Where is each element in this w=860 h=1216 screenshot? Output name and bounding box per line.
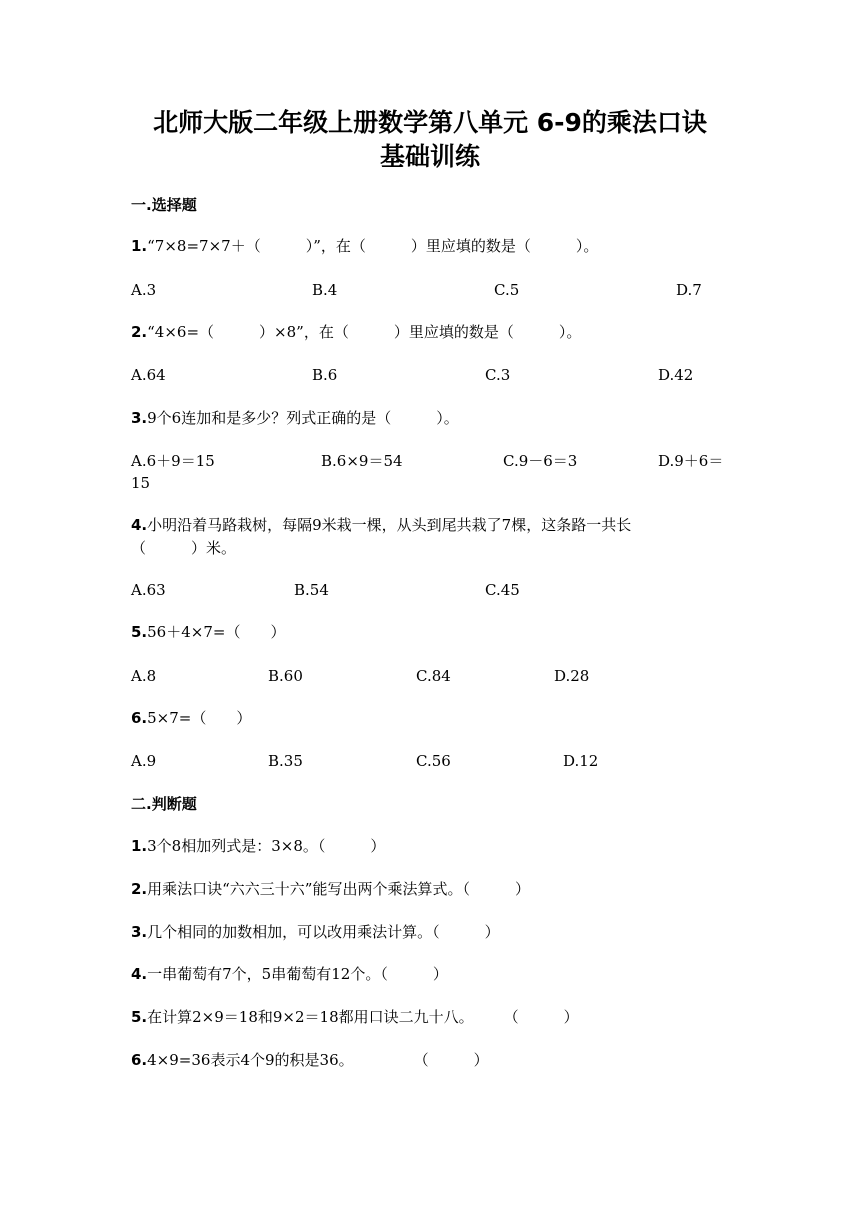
question-text: 在计算2×9＝18和9×2＝18都用口诀二九十八。 （ ）	[147, 1008, 579, 1026]
option-c: C.3	[485, 366, 511, 384]
worksheet-title-line2: 基础训练	[379, 142, 480, 171]
question-number: 2.	[131, 323, 148, 341]
option-d: D.12	[563, 752, 599, 770]
question-number: 1.	[131, 237, 148, 255]
question-number: 1.	[131, 837, 148, 855]
question-text: 5×7=（ ）	[147, 709, 252, 727]
question-text: 56＋4×7=（ ）	[147, 623, 286, 641]
judge-question-3	[131, 921, 500, 943]
section-heading-judge: 二.判断题	[131, 795, 197, 813]
option-d: D.28	[554, 667, 590, 685]
judge-question-5	[131, 1006, 579, 1028]
question-number: 3.	[131, 409, 148, 427]
question-number: 6.	[131, 1051, 148, 1069]
option-c: C.45	[485, 581, 520, 599]
option-a: A.3	[131, 281, 157, 299]
question-text: 用乘法口诀“六六三十六”能写出两个乘法算式。（ ）	[147, 880, 530, 898]
judge-question-4	[131, 963, 448, 985]
option-b: B.35	[268, 752, 303, 770]
judge-question-2	[131, 878, 530, 900]
question-text: 一串葡萄有7个，5串葡萄有12个。（ ）	[147, 965, 448, 983]
option-b: B.6×9＝54	[321, 452, 403, 470]
option-a: A.6＋9＝15	[131, 452, 215, 470]
option-b: B.54	[294, 581, 329, 599]
question-text: 几个相同的加数相加，可以改用乘法计算。（ ）	[147, 923, 500, 941]
option-c: C.5	[494, 281, 520, 299]
question-number: 4.	[131, 965, 148, 983]
question-number: 6.	[131, 709, 148, 727]
question-3	[131, 407, 459, 429]
question-6	[131, 707, 251, 729]
option-a: A.8	[131, 667, 157, 685]
option-b: B.4	[312, 281, 338, 299]
option-c: C.9－6＝3	[503, 452, 578, 470]
option-a: A.63	[131, 581, 166, 599]
question-text: 9个6连加和是多少？列式正确的是（ ）。	[147, 409, 459, 427]
question-text: 3个8相加列式是：3×8。（ ）	[147, 837, 386, 855]
question-number: 5.	[131, 623, 148, 641]
question-text: “4×6=（ ）×8”，在（ ）里应填的数是（ ）。	[147, 323, 582, 341]
option-a: A.64	[131, 366, 166, 384]
question-text: 小明沿着马路栽树，每隔9米栽一棵，从头到尾共栽了7棵，这条路一共长	[147, 516, 632, 534]
section-heading-choice: 一.选择题	[131, 196, 197, 214]
question-5	[131, 621, 285, 643]
question-1	[131, 235, 598, 257]
option-b: B.60	[268, 667, 303, 685]
option-c: C.84	[416, 667, 451, 685]
worksheet-title-line1: 北师大版二年级上册数学第八单元 6-9的乘法口诀	[153, 108, 707, 137]
option-b: B.6	[312, 366, 338, 384]
option-d: D.42	[658, 366, 694, 384]
question-number: 5.	[131, 1008, 148, 1026]
option-a: A.9	[131, 752, 157, 770]
judge-question-1	[131, 835, 385, 857]
question-text: “7×8=7×7＋（ ）”，在（ ）里应填的数是（ ）。	[147, 237, 599, 255]
question-2	[131, 321, 581, 343]
judge-question-6	[131, 1049, 489, 1071]
option-d: D.7	[676, 281, 702, 299]
question-text: 4×9=36表示4个9的积是36。 （ ）	[147, 1051, 489, 1069]
question-number: 3.	[131, 923, 148, 941]
option-d-overflow: 15	[131, 474, 151, 492]
question-4	[131, 514, 631, 536]
question-number: 4.	[131, 516, 148, 534]
option-c: C.56	[416, 752, 451, 770]
option-d: D.9＋6＝	[658, 452, 724, 470]
question-number: 2.	[131, 880, 148, 898]
question-4-line2: （ ）米。	[131, 539, 237, 557]
